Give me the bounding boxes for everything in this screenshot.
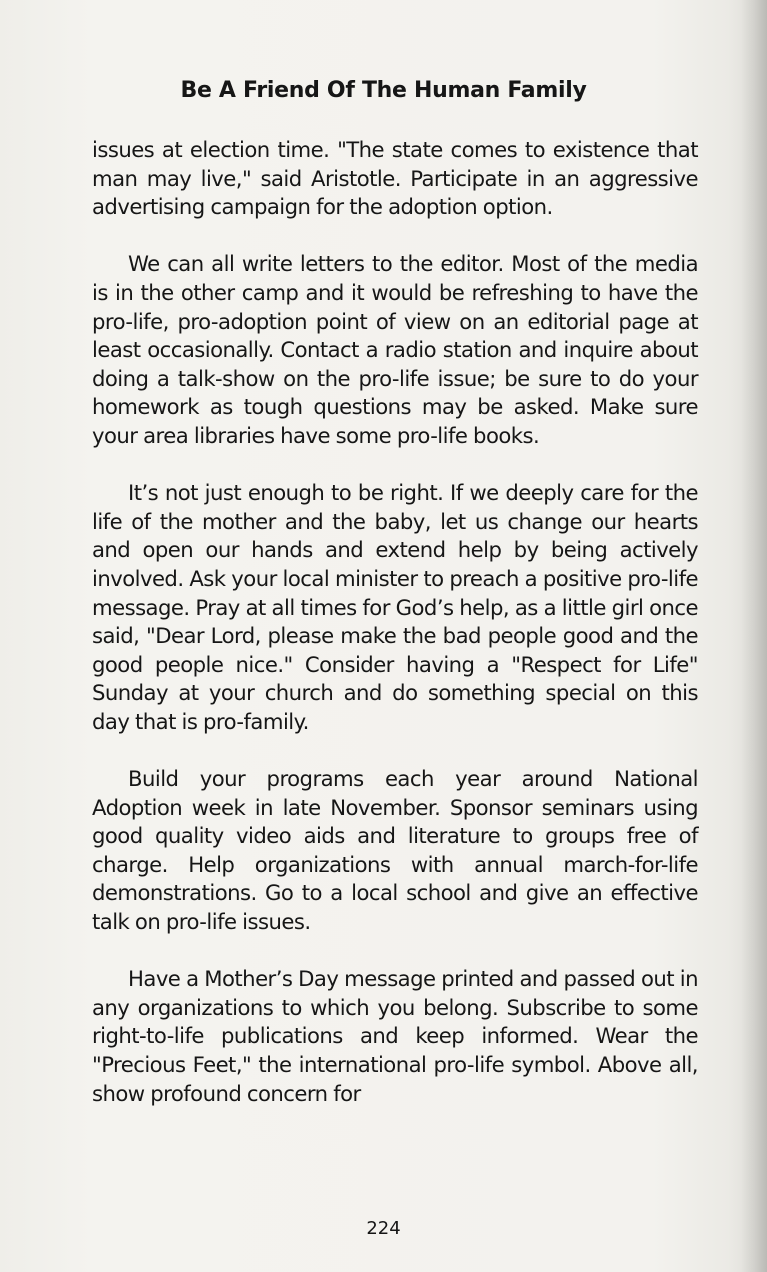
running-header: Be A Friend Of The Human Family bbox=[180, 78, 587, 103]
page-body bbox=[92, 136, 698, 1108]
page-number: 224 bbox=[366, 1218, 401, 1239]
paragraph-not-enough-to-be-right: It’s not just enough to be right. If we deeply care for the life of the mother and the baby, let us change our hearts and open our hands and extend help by being actively involved. Ask your local minister to preach a positive pro-life message. Pray at all times for God’s help, as a little girl once said, "Dear Lord, please make the bad people good and the good people nice." Consider having a "Respect for Life" Sunday at your church and do something special on this day that is pro-family. bbox=[92, 480, 698, 734]
paragraph-continued: issues at election time. "The state comes to existence that man may live," said Aristotle. Participate in an aggressive advertising campaign for the adoption option. bbox=[92, 137, 698, 220]
paragraph-build-programs: Build your programs each year around National Adoption week in late November. Sponsor seminars using good quality video aids and literature to groups free of charge. Help organizations with annual march-for-life demonstrations. Go to a local school and give an effective talk on pro-life issues. bbox=[92, 766, 698, 935]
spine-shadow bbox=[741, 0, 767, 1272]
paragraph-letters-to-editor: We can all write letters to the editor. Most of the media is in the other camp and it would be refreshing to have the pro-life, pro-adoption point of view on an editorial page at least occasionally. Contact a radio station and inquire about doing a talk-show on the pro-life issue; be sure to do your homework as tough questions may be asked. Make sure your area libraries have some pro-life books. bbox=[92, 251, 698, 448]
paragraph-mothers-day: Have a Mother’s Day message printed and passed out in any organizations to which you belong. Subscribe to some right-to-life publications and keep informed. Wear the "Precious Feet," the international pro-life symbol. Above all, show profound concern for bbox=[92, 966, 698, 1106]
